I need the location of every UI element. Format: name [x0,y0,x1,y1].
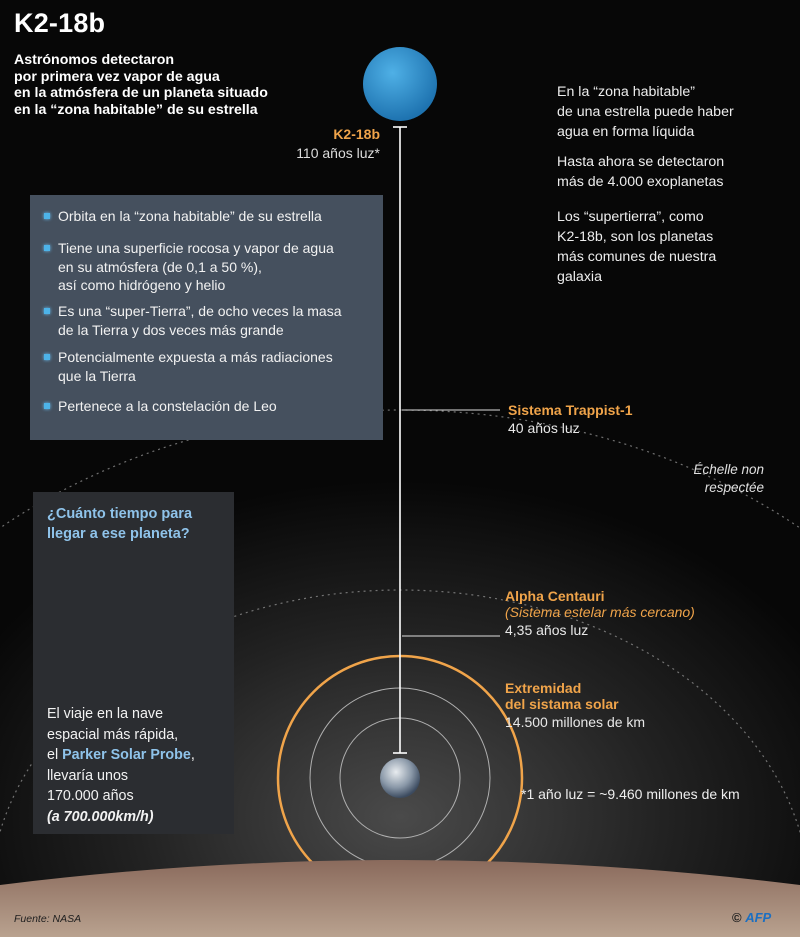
marker-trappist [508,402,633,436]
trappist-distance: 40 años luz [508,420,580,436]
alpha-distance: 4,35 años luz [505,622,589,638]
subtitle-line: Astrónomos detectaron [14,52,175,68]
fact-item [44,397,379,416]
subtitle-line: en la “zona habitable” de su estrella [14,101,258,118]
info-block-exoplanets [557,152,792,192]
info-line: galaxia [557,269,602,285]
probe-question [47,504,192,544]
fact-line: Es una “super-Tierra”, de ocho veces la masa [58,303,342,319]
trappist-name: Sistema Trappist-1 [508,402,633,418]
info-line: K2-18b, son los planetas [557,229,714,245]
bullet-icon [44,403,50,409]
solar-name-line2: del sistama solar [505,696,619,712]
page-title: K2-18b [14,8,106,38]
info-line: En la “zona habitable” [557,84,696,100]
k2-18b-planet [363,47,437,121]
probe-suffix: , [190,747,195,763]
fact-line: en su atmósfera (de 0,1 a 50 %), [58,258,262,275]
probe-panel [33,492,234,834]
info-line: agua en forma líquida [557,124,695,140]
subtitle-line: en la atmósfera de un planeta situado [14,85,268,101]
k2-18b-name: K2-18b [333,126,380,142]
info-line: Hasta ahora se detectaron [557,154,725,170]
probe-line: (a 700.000km/h) [47,808,154,825]
info-block-supertierra [557,207,792,287]
info-block-habitable [557,82,792,142]
k2-18b-label [190,126,380,161]
earth-icon [380,758,420,798]
probe-line: 170.000 años [47,788,134,804]
fact-line: así como hidrógeno y helio [58,277,226,293]
bullet-icon [44,213,50,219]
marker-solar-edge [505,680,645,730]
afp-brand: AFP [745,910,772,925]
facts-panel [30,195,383,440]
fact-line: Potencialmente expuesta a más radiaciones [58,349,333,365]
bullet-icon [44,354,50,360]
question-line: ¿Cuánto tiempo para [47,506,193,522]
fact-item [44,207,379,226]
fact-line: Orbita en la “zona habitable” de su estrella [58,208,322,224]
scale-line: respectée [704,480,764,495]
solar-name-line1: Extremidad [505,680,582,696]
scale-note [640,461,764,497]
alpha-note: (Sistema estelar más cercano) [505,604,695,620]
solar-distance: 14.500 millones de km [505,714,646,730]
probe-name: Parker Solar Probe [62,747,191,763]
question-line: llegar a ese planeta? [47,526,190,542]
info-line: más comunes de nuestra [557,249,717,265]
probe-line: El viaje en la nave [47,706,164,722]
copyright-symbol: © [732,910,742,925]
info-line: Los “supertierra”, como [557,209,704,225]
fact-line: que la Tierra [58,367,136,384]
bullet-icon [44,308,50,314]
info-line: de una estrella puede haber [557,104,734,120]
footnote: *1 año luz = ~9.460 millones de km [521,786,740,802]
probe-line [47,745,195,766]
probe-text [47,704,195,827]
fact-item [44,348,379,385]
source-credit: Fuente: NASA [14,913,82,925]
scale-line: Échelle non [693,462,764,477]
subtitle-line: por primera vez vapor de agua [14,68,220,85]
info-line: más de 4.000 exoplanetas [557,174,724,190]
fact-item [44,239,379,295]
fact-line: Pertenece a la constelación de Leo [58,398,277,414]
fact-line: de la Tierra y dos veces más grande [58,321,284,338]
alpha-name: Alpha Centauri [505,588,605,604]
probe-prefix: el [47,747,63,763]
fact-line: Tiene una superficie rocosa y vapor de agua [58,240,334,256]
probe-line: llevaría unos [47,767,129,784]
fact-item [44,302,379,339]
k2-18b-distance: 110 años luz* [296,145,380,161]
marker-alpha-centauri [505,588,695,638]
probe-line: espacial más rápida, [47,726,179,743]
bullet-icon [44,245,50,251]
page-subtitle [14,52,304,118]
afp-logo [732,910,771,925]
